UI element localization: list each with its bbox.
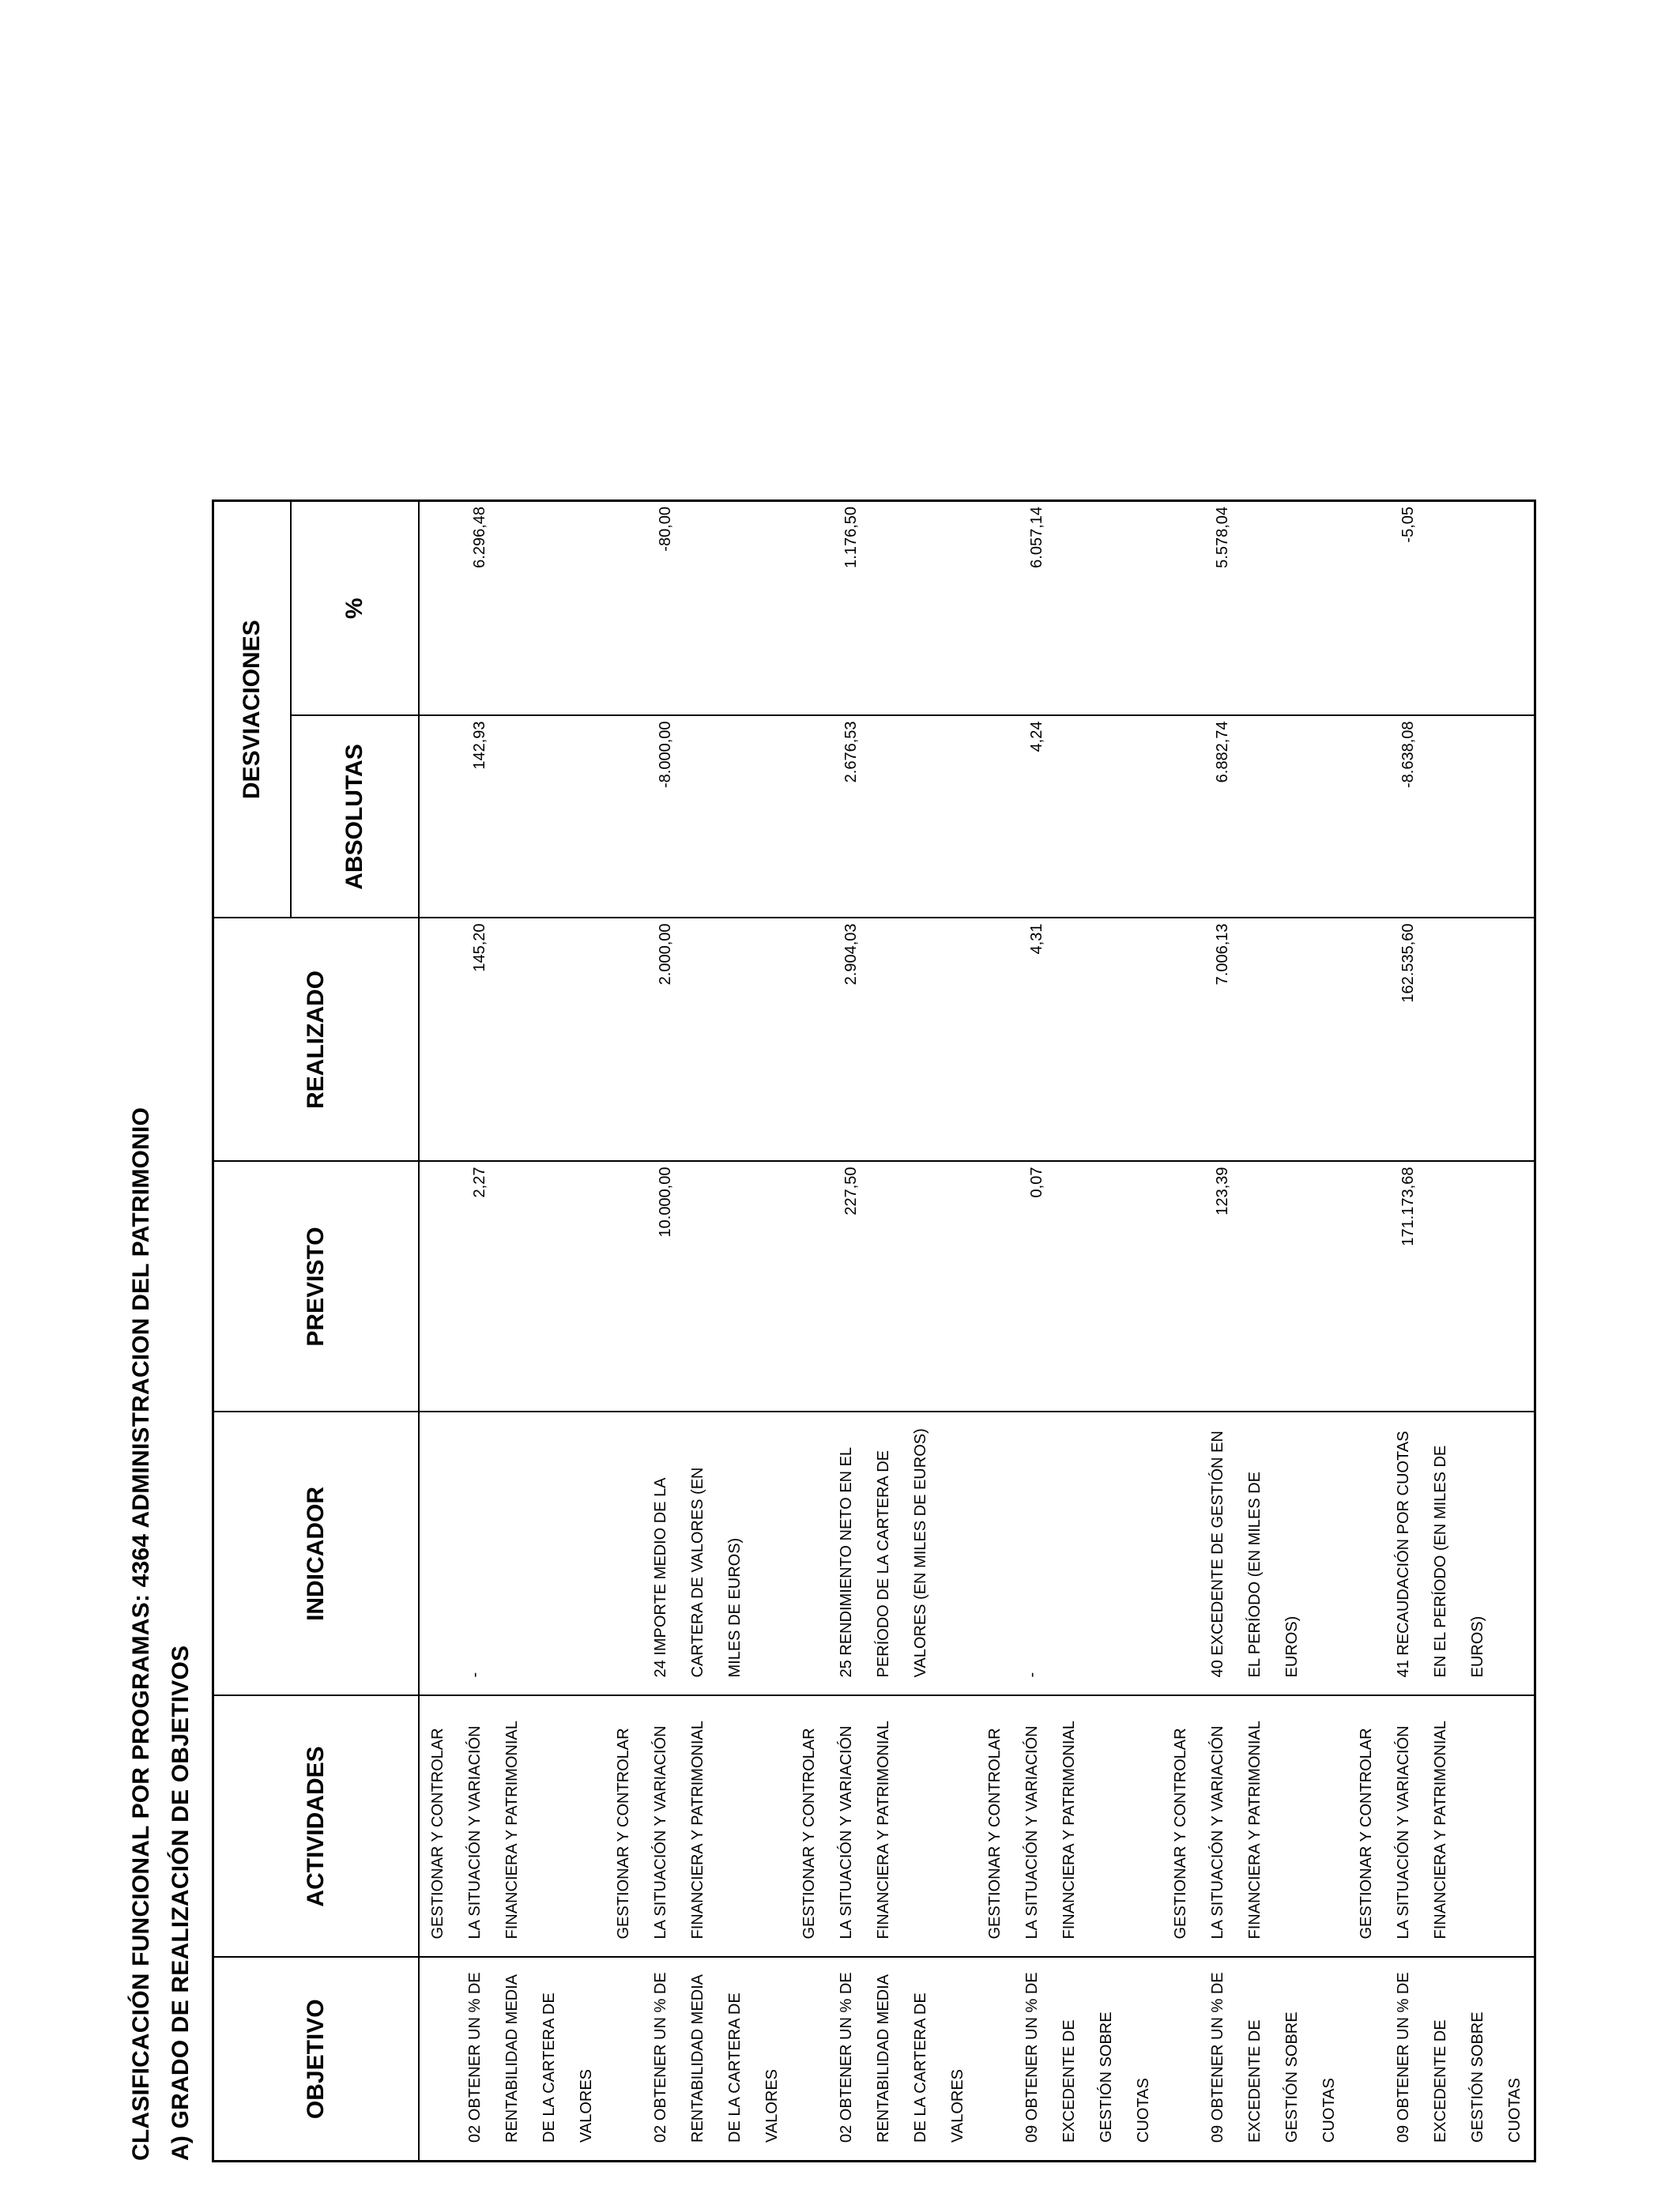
cell-absolutas: 6.882,74 <box>1162 716 1348 918</box>
cell-porcentaje: 6.057,14 <box>977 501 1162 716</box>
header-indicador: INDICADOR <box>213 1412 420 1696</box>
header-realizado: REALIZADO <box>213 918 420 1162</box>
cell-indicador: 25 RENDIMIENTO NETO EN EL PERÍODO DE LA CARTERA DE VALORES (EN MILES DE EUROS) <box>791 1412 977 1696</box>
header-previsto: PREVISTO <box>213 1162 420 1412</box>
cell-porcentaje: 1.176,50 <box>791 501 977 716</box>
cell-indicador: 41 RECAUDACIÓN POR CUOTAS EN EL PERÍODO (EN MILES DE EUROS) <box>1348 1412 1535 1696</box>
cell-realizado: 2.000,00 <box>605 918 791 1162</box>
cell-absolutas: 142,93 <box>419 716 605 918</box>
table-row <box>1162 501 1348 2162</box>
table-row <box>977 501 1162 2162</box>
cell-previsto: 2,27 <box>419 1162 605 1412</box>
table-row <box>419 501 605 2162</box>
cell-actividades: GESTIONAR Y CONTROLAR LA SITUACIÓN Y VARIACIÓN FINANCIERA Y PATRIMONIAL <box>1162 1696 1348 1958</box>
cell-objetivo: 02 OBTENER UN % DE RENTABILIDAD MEDIA DE LA CARTERA DE VALORES <box>419 1958 605 2162</box>
cell-indicador: - <box>419 1412 605 1696</box>
table-row <box>1348 501 1535 2162</box>
table-row <box>605 501 791 2162</box>
cell-absolutas: -8.000,00 <box>605 716 791 918</box>
cell-previsto: 0,07 <box>977 1162 1162 1412</box>
cell-actividades: GESTIONAR Y CONTROLAR LA SITUACIÓN Y VARIACIÓN FINANCIERA Y PATRIMONIAL <box>419 1696 605 1958</box>
cell-porcentaje: 6.296,48 <box>419 501 605 716</box>
cell-objetivo: 02 OBTENER UN % DE RENTABILIDAD MEDIA DE LA CARTERA DE VALORES <box>605 1958 791 2162</box>
cell-realizado: 4,31 <box>977 918 1162 1162</box>
header-absolutas: ABSOLUTAS <box>291 716 419 918</box>
cell-realizado: 7.006,13 <box>1162 918 1348 1162</box>
cell-actividades: GESTIONAR Y CONTROLAR LA SITUACIÓN Y VARIACIÓN FINANCIERA Y PATRIMONIAL <box>791 1696 977 1958</box>
header-actividades: ACTIVIDADES <box>213 1696 420 1958</box>
cell-indicador: 40 EXCEDENTE DE GESTIÓN EN EL PERÍODO (EN MILES DE EUROS) <box>1162 1412 1348 1696</box>
cell-previsto: 10.000,00 <box>605 1162 791 1412</box>
document-title: CLASIFICACIÓN FUNCIONAL POR PROGRAMAS: 4364 ADMINISTRACION DEL PATRIMONIO <box>128 1107 154 2161</box>
cell-previsto: 123,39 <box>1162 1162 1348 1412</box>
cell-porcentaje: -5,05 <box>1348 501 1535 716</box>
cell-actividades: GESTIONAR Y CONTROLAR LA SITUACIÓN Y VARIACIÓN FINANCIERA Y PATRIMONIAL <box>605 1696 791 1958</box>
objectives-table <box>212 499 1536 2162</box>
cell-absolutas: 4,24 <box>977 716 1162 918</box>
cell-objetivo: 09 OBTENER UN % DE EXCEDENTE DE GESTIÓN SOBRE CUOTAS <box>977 1958 1162 2162</box>
cell-actividades: GESTIONAR Y CONTROLAR LA SITUACIÓN Y VARIACIÓN FINANCIERA Y PATRIMONIAL <box>977 1696 1162 1958</box>
cell-objetivo: 02 OBTENER UN % DE RENTABILIDAD MEDIA DE LA CARTERA DE VALORES <box>791 1958 977 2162</box>
cell-porcentaje: 5.578,04 <box>1162 501 1348 716</box>
cell-indicador: - <box>977 1412 1162 1696</box>
cell-realizado: 2.904,03 <box>791 918 977 1162</box>
cell-absolutas: -8.638,08 <box>1348 716 1535 918</box>
cell-porcentaje: -80,00 <box>605 501 791 716</box>
section-subtitle: A) GRADO DE REALIZACIÓN DE OBJETIVOS <box>168 1645 194 2161</box>
cell-objetivo: 09 OBTENER UN % DE EXCEDENTE DE GESTIÓN SOBRE CUOTAS <box>1348 1958 1535 2162</box>
table-row <box>791 501 977 2162</box>
cell-objetivo: 09 OBTENER UN % DE EXCEDENTE DE GESTIÓN SOBRE CUOTAS <box>1162 1958 1348 2162</box>
cell-realizado: 162.535,60 <box>1348 918 1535 1162</box>
cell-previsto: 227,50 <box>791 1162 977 1412</box>
cell-indicador: 24 IMPORTE MEDIO DE LA CARTERA DE VALORES (EN MILES DE EUROS) <box>605 1412 791 1696</box>
header-porcentaje: % <box>291 501 419 716</box>
cell-absolutas: 2.676,53 <box>791 716 977 918</box>
cell-previsto: 171.173,68 <box>1348 1162 1535 1412</box>
cell-actividades: GESTIONAR Y CONTROLAR LA SITUACIÓN Y VARIACIÓN FINANCIERA Y PATRIMONIAL <box>1348 1696 1535 1958</box>
cell-realizado: 145,20 <box>419 918 605 1162</box>
header-objetivo: OBJETIVO <box>213 1958 420 2162</box>
header-desviaciones: DESVIACIONES <box>213 501 292 918</box>
